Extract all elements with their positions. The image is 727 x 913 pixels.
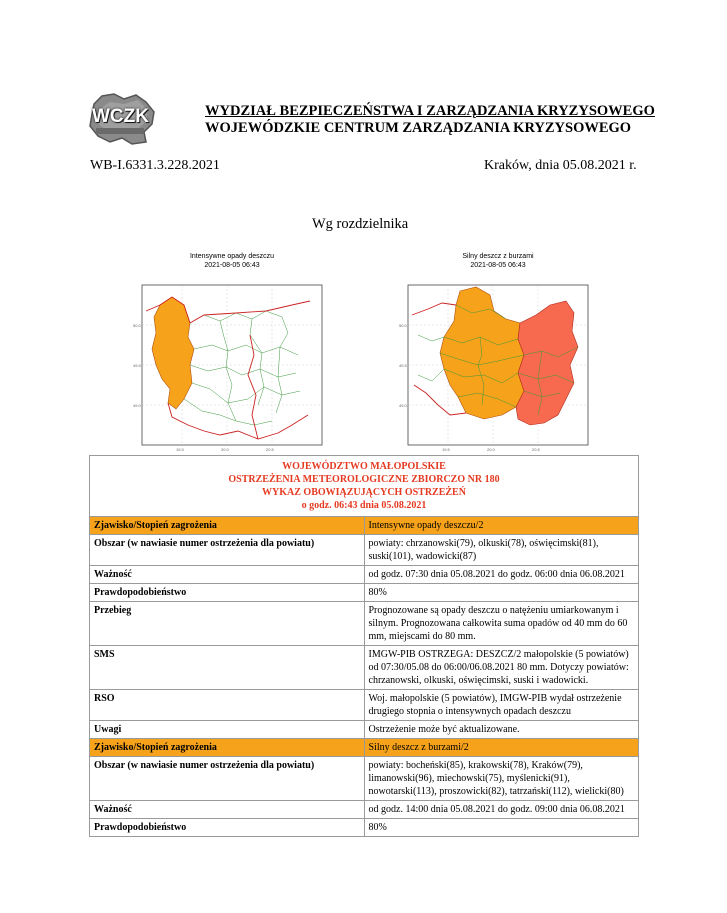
svg-text:49.5: 49.5 (133, 363, 141, 368)
table-row (90, 566, 639, 584)
title-line-list: WYKAZ OBOWIĄZUJĄCYCH OSTRZEŻEŃ (262, 487, 466, 498)
reference-number: WB-I.6331.3.228.2021 (90, 158, 220, 173)
row-key: Przebieg (90, 602, 365, 646)
row-value: IMGW-PIB OSTRZEGA: DESZCZ/2 małopolskie (5 powiatów) od 07:30/05.08 do 06:00/06.08.2021 80 mm. Dotyczy powiatów: chrzanowski, olkuski, oświęcimski, suski i wadowicki. (364, 646, 639, 690)
svg-text:20.5: 20.5 (266, 447, 274, 452)
svg-text:20.0: 20.0 (221, 447, 229, 452)
table-row (90, 721, 639, 739)
row-value: Woj. małopolskie (5 powiatów), IMGW-PIB wydał ostrzeżenie drugiego stopnia o intensywnych opadach deszczu (364, 690, 639, 721)
table-row (90, 757, 639, 801)
svg-text:49.0: 49.0 (399, 403, 407, 408)
table-row (90, 819, 639, 837)
row-value: powiaty: bocheński(85), krakowski(78), Kraków(79), limanowski(96), miechowski(75), myślenicki(91), nowotarski(113), proszowicki(82), tatrzański(112), wielicki(80) (364, 757, 639, 801)
map-title: Silny deszcz z burzami (462, 253, 534, 260)
table-row (90, 739, 639, 757)
row-value: 80% (364, 819, 639, 837)
table-row (90, 690, 639, 721)
svg-text:50.0: 50.0 (399, 323, 407, 328)
title-line-voivodeship: WOJEWÓDZTWO MAŁOPOLSKIE (282, 461, 446, 472)
svg-text:20.5: 20.5 (532, 447, 540, 452)
row-key: Ważność (90, 566, 365, 584)
title-line-warnings: OSTRZEŻENIA METEOROLOGICZNE ZBIORCZO NR 180 (228, 474, 500, 485)
row-key: Uwagi (90, 721, 365, 739)
title-line-time: o godz. 06:43 dnia 05.08.2021 (301, 500, 427, 511)
row-key: RSO (90, 690, 365, 721)
table-row (90, 801, 639, 819)
warning-map-storm (398, 253, 598, 455)
row-key: Obszar (w nawiasie numer ostrzeżenia dla powiatu) (90, 757, 365, 801)
svg-text:49.0: 49.0 (133, 403, 141, 408)
map-title: Intensywne opady deszczu (189, 253, 275, 260)
logo-text: WCZK (92, 106, 149, 127)
row-value: Intensywne opady deszczu/2 (364, 517, 639, 535)
warning-map-rain (132, 253, 332, 455)
row-key: Obszar (w nawiasie numer ostrzeżenia dla powiatu) (90, 535, 365, 566)
svg-text:19.5: 19.5 (442, 447, 450, 452)
table-row (90, 535, 639, 566)
map-image (132, 275, 332, 453)
row-key: Ważność (90, 801, 365, 819)
row-value: Silny deszcz z burzami/2 (364, 739, 639, 757)
row-value: od godz. 14:00 dnia 05.08.2021 do godz. 09:00 dnia 06.08.2021 (364, 801, 639, 819)
row-key: Prawdopodobieństwo (90, 819, 365, 837)
svg-text:50.0: 50.0 (133, 323, 141, 328)
org-name-line2: WOJEWÓDZKIE CENTRUM ZARZĄDZANIA KRYZYSOWEGO (205, 120, 632, 136)
svg-text:49.5: 49.5 (399, 363, 407, 368)
map-image (398, 275, 598, 453)
table-row (90, 646, 639, 690)
row-key: Prawdopodobieństwo (90, 584, 365, 602)
table-title-row (90, 456, 639, 517)
row-value: powiaty: chrzanowski(79), olkuski(78), oświęcimski(81), suski(101), wadowicki(87) (364, 535, 639, 566)
place-date: Kraków, dnia 05.08.2021 r. (484, 158, 637, 173)
table-title (90, 456, 639, 517)
row-value: od godz. 07:30 dnia 05.08.2021 do godz. 06:00 dnia 06.08.2021 (364, 566, 639, 584)
row-key: SMS (90, 646, 365, 690)
row-key: Zjawisko/Stopień zagrożenia (90, 517, 365, 535)
wczk-logo (84, 90, 160, 148)
table-row (90, 602, 639, 646)
svg-text:19.5: 19.5 (176, 447, 184, 452)
row-value: Prognozowane są opady deszczu o natężeniu umiarkowanym i silnym. Prognozowana całkowita suma opadów od 40 mm do 60 mm, miejscami do 80 mm. (364, 602, 639, 646)
row-value: 80% (364, 584, 639, 602)
table-row (90, 517, 639, 535)
org-name-line1: WYDZIAŁ BEZPIECZEŃSTWA I ZARZĄDZANIA KRYZYSOWEGO (205, 103, 655, 119)
map-timestamp: 2021-08-05 06:43 (204, 262, 260, 269)
map-timestamp: 2021-08-05 06:43 (470, 262, 526, 269)
row-value: Ostrzeżenie może być aktualizowane. (364, 721, 639, 739)
table-row (90, 584, 639, 602)
distribution-note: Wg rozdzielnika (312, 216, 409, 232)
row-key: Zjawisko/Stopień zagrożenia (90, 739, 365, 757)
svg-text:20.0: 20.0 (487, 447, 495, 452)
warnings-table (89, 455, 639, 837)
